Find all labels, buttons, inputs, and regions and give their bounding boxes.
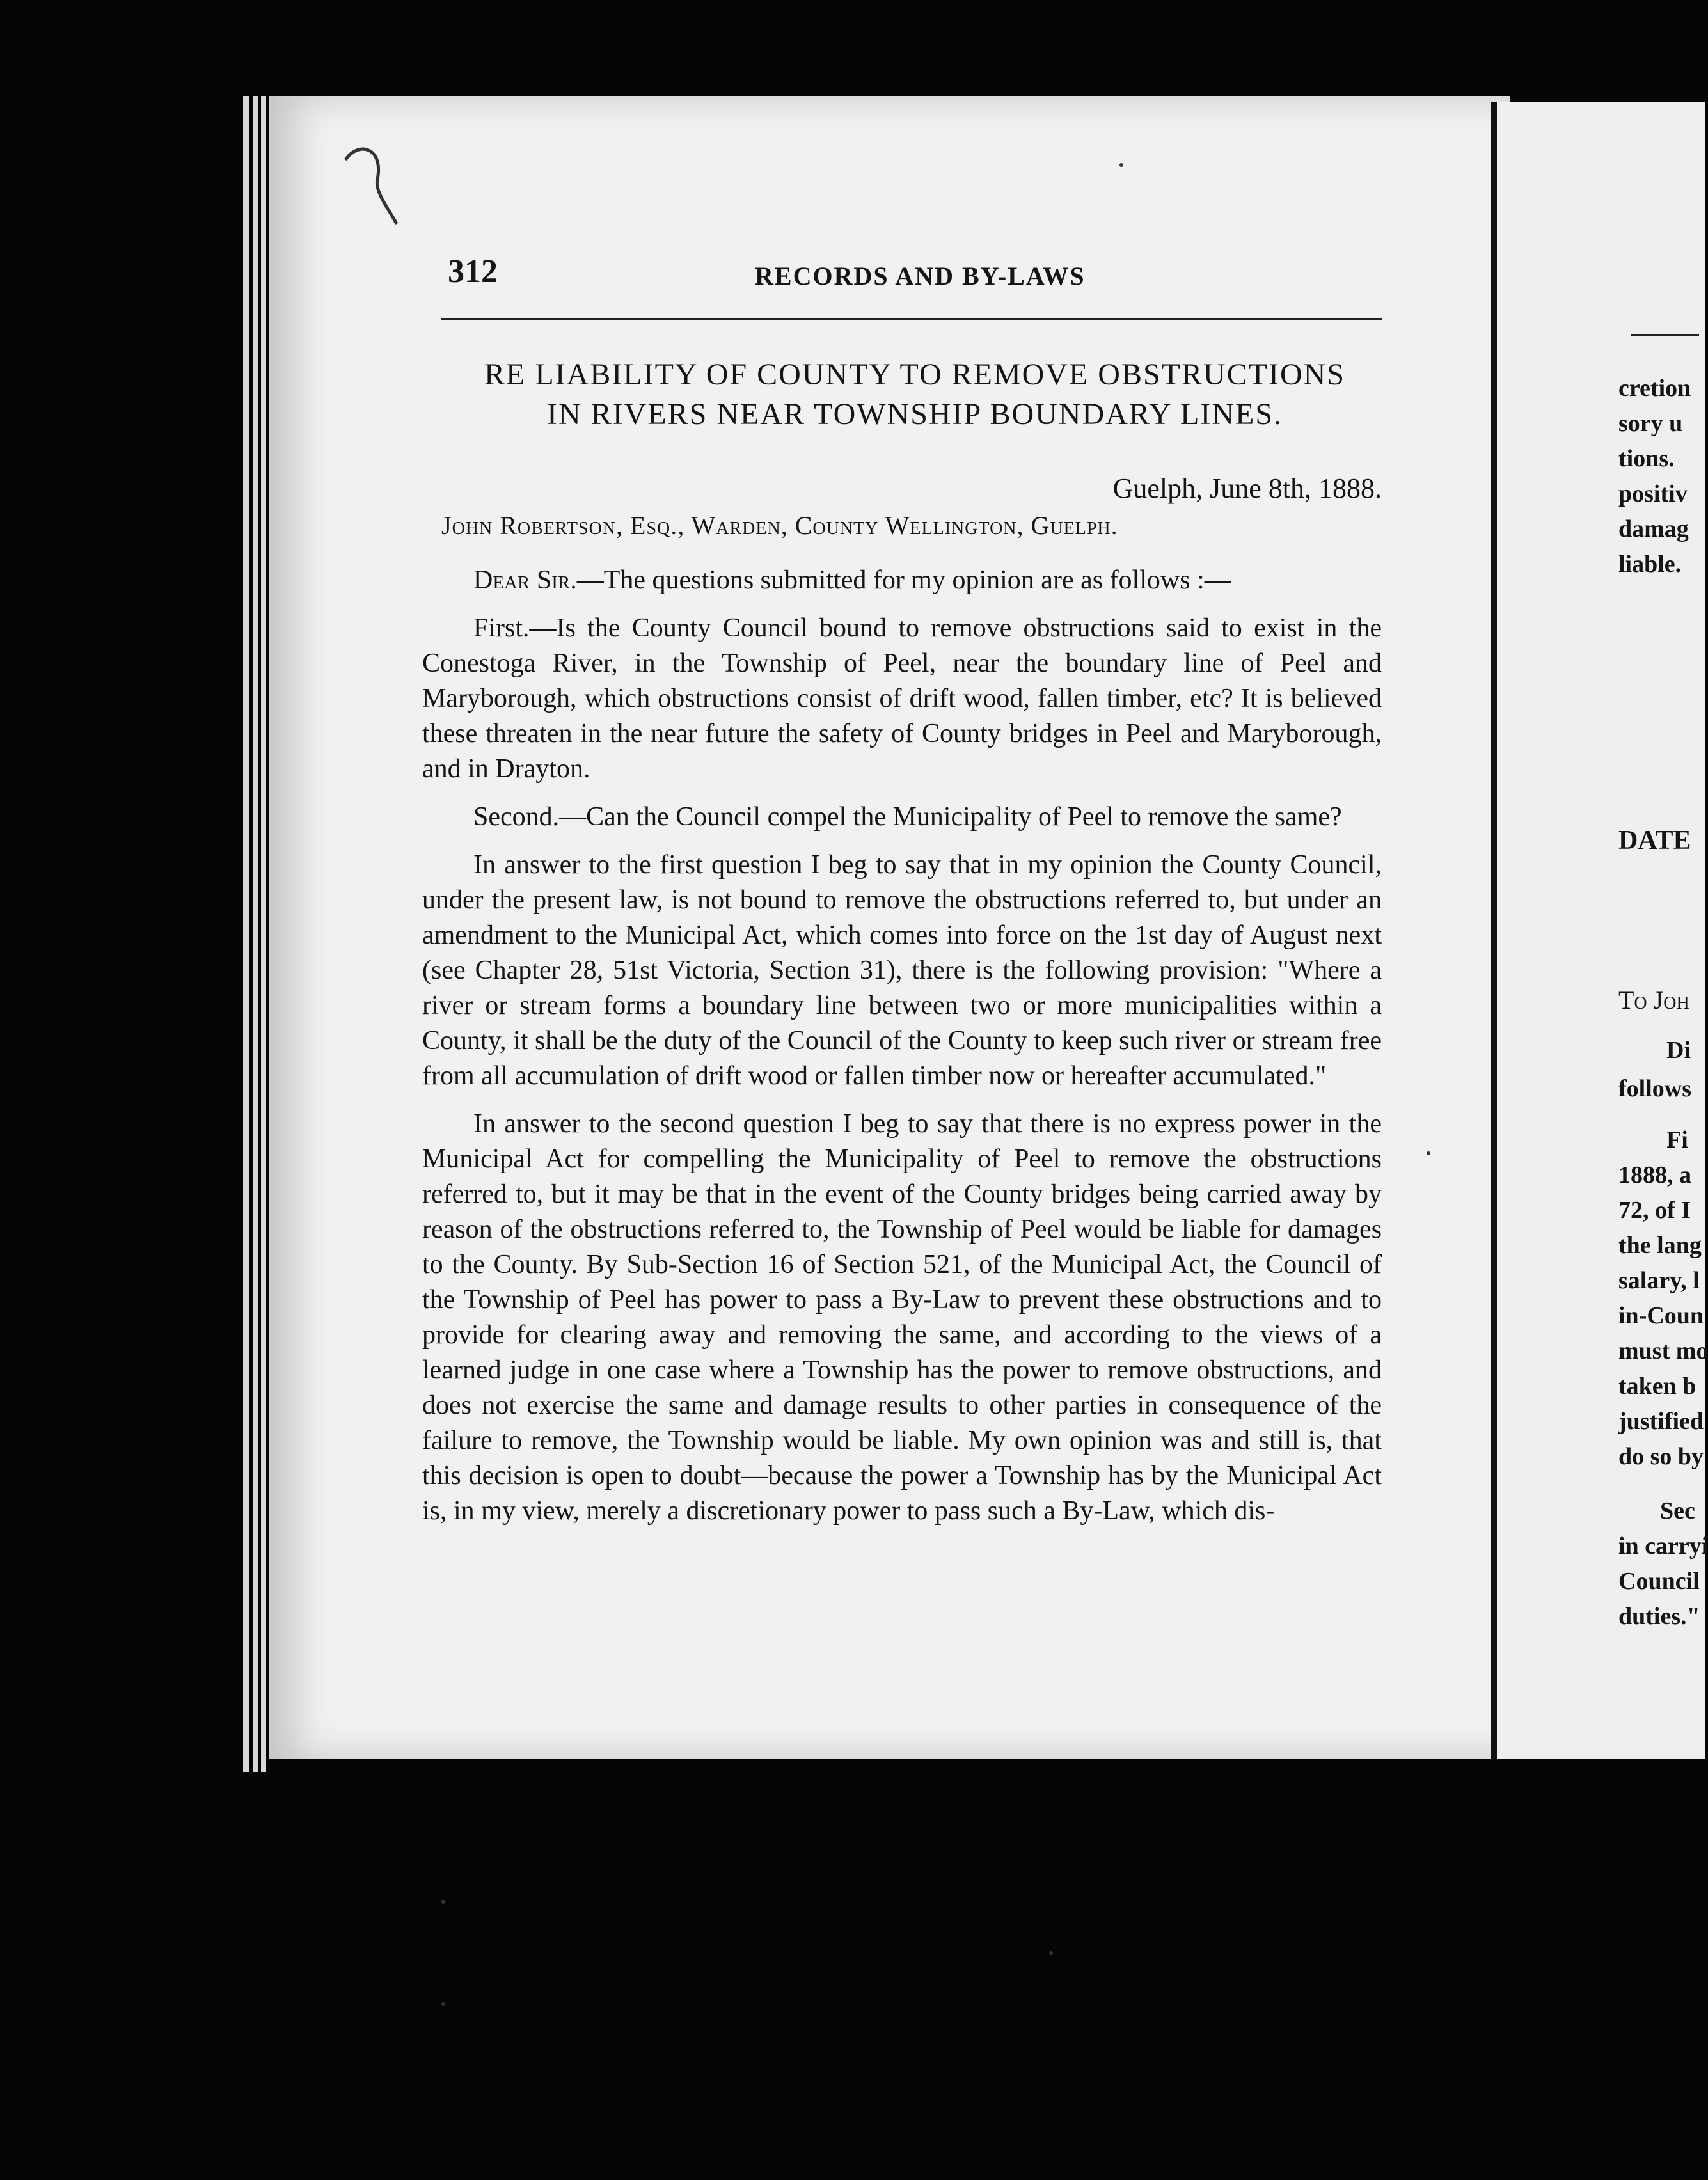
speck-mark xyxy=(1427,1151,1430,1155)
right-line: in-Coun xyxy=(1618,1302,1704,1329)
right-line: Council xyxy=(1618,1568,1700,1595)
speck-mark xyxy=(1049,1951,1053,1955)
paragraph-answer-second: In answer to the second question I beg to say that there is no express power in the Municipal Act for compelling the Municipality of Peel to remove the obstructions referred to, but it may be that in the event of the County bridges being carried away by reason of the obstructions referred to, the Township of Peel would be liable for damages to the County. By Sub-Section 16 of Section 521, of the Municipal Act, the Council of the Township of Peel has power to pass a By-Law to prevent these obstructions and to provide for clearing away and removing the same, and according to the views of a learned judge in one case where a Township has the power to remove obstructions, and does not exercise the same and damage results to other parties in consequence of the failure to remove, the Township would be liable. My own opinion was and still is, that this decision is open to doubt—because the power a Township has by the Municipal Act is, in my view, merely a discretionary power to pass such a By-Law, which dis- xyxy=(422,1109,1382,1526)
right-line: the lang xyxy=(1618,1232,1702,1259)
right-line: positiv xyxy=(1618,480,1688,507)
paragraph-intro xyxy=(422,563,1382,598)
right-line: tions. xyxy=(1618,445,1675,472)
pencil-mark-icon xyxy=(333,141,403,230)
paragraph-first-question: First.—Is the County Council bound to remove obstructions said to exist in the Conestoga River, in the Township of Peel, near the boundary line of Peel and Maryborough, which obstructions consist of drift wood, fallen timber, etc? It is believed these threaten in the near future the safety of County bridges in Peel and Maryborough, and in Drayton. xyxy=(422,613,1382,784)
right-line: Fi xyxy=(1666,1126,1688,1153)
speck-mark xyxy=(1119,163,1123,167)
right-line: follows xyxy=(1618,1075,1691,1102)
right-line: must mo xyxy=(1618,1338,1708,1364)
right-to-line: To Joh xyxy=(1618,986,1689,1015)
right-line: do so by xyxy=(1618,1443,1704,1470)
book-edge xyxy=(243,96,249,1772)
header-rule xyxy=(441,318,1382,320)
letter-date: Guelph, June 8th, 1888. xyxy=(1112,473,1382,504)
right-date-heading: DATE xyxy=(1618,826,1691,855)
speck-mark xyxy=(441,2002,445,2006)
page-number: 312 xyxy=(448,253,498,290)
right-line: 1888, a xyxy=(1618,1162,1691,1189)
letter-body xyxy=(422,563,1382,1542)
right-line: justified xyxy=(1618,1408,1704,1435)
paragraph-answer-first: In answer to the first question I beg to say that in my opinion the County Council, under the present law, is not bound to remove the obstructions referred to, but under an amendment to the Municipal Act, which comes into force on the 1st day of August next (see Chapter 28, 51st Victoria, Section 31), there is the following provision: "Where a river or stream forms a boundary line between two or more municipalities within a County, it shall be the duty of the Council of the County to keep such river or stream free from all accumulation of drift wood or fallen timber now or hereafter accumulated." xyxy=(422,850,1382,1091)
right-line: taken b xyxy=(1618,1373,1696,1400)
right-line: Di xyxy=(1666,1037,1691,1064)
salutation: Dear Sir. xyxy=(473,565,577,595)
book-edge xyxy=(261,96,266,1772)
right-line: damag xyxy=(1618,516,1689,542)
right-line: in carryi xyxy=(1618,1533,1708,1560)
right-line: cretion xyxy=(1618,375,1691,402)
title-line-2: IN RIVERS NEAR TOWNSHIP BOUNDARY LINES. xyxy=(546,397,1283,431)
right-line: sory u xyxy=(1618,410,1683,437)
paragraph-intro-text: —The questions submitted for my opinion are as follows :— xyxy=(576,565,1231,595)
right-line: Sec xyxy=(1660,1497,1695,1524)
right-header-rule xyxy=(1631,334,1699,336)
title-line-1: RE LIABILITY OF COUNTY TO REMOVE OBSTRUCTIONS xyxy=(484,358,1345,391)
right-line: duties." xyxy=(1618,1603,1700,1630)
right-line: 72, of I xyxy=(1618,1197,1691,1224)
running-head: RECORDS AND BY-LAWS xyxy=(755,262,1086,290)
book-edge xyxy=(253,96,258,1772)
article-title xyxy=(448,355,1382,434)
paragraph-second-question: Second.—Can the Council compel the Municipality of Peel to remove the same? xyxy=(473,802,1342,832)
speck-mark xyxy=(441,1900,445,1904)
right-line: salary, l xyxy=(1618,1267,1700,1294)
addressee: John Robertson, Esq., Warden, County Wellington, Guelph. xyxy=(441,511,1118,540)
right-line: liable. xyxy=(1618,551,1682,578)
